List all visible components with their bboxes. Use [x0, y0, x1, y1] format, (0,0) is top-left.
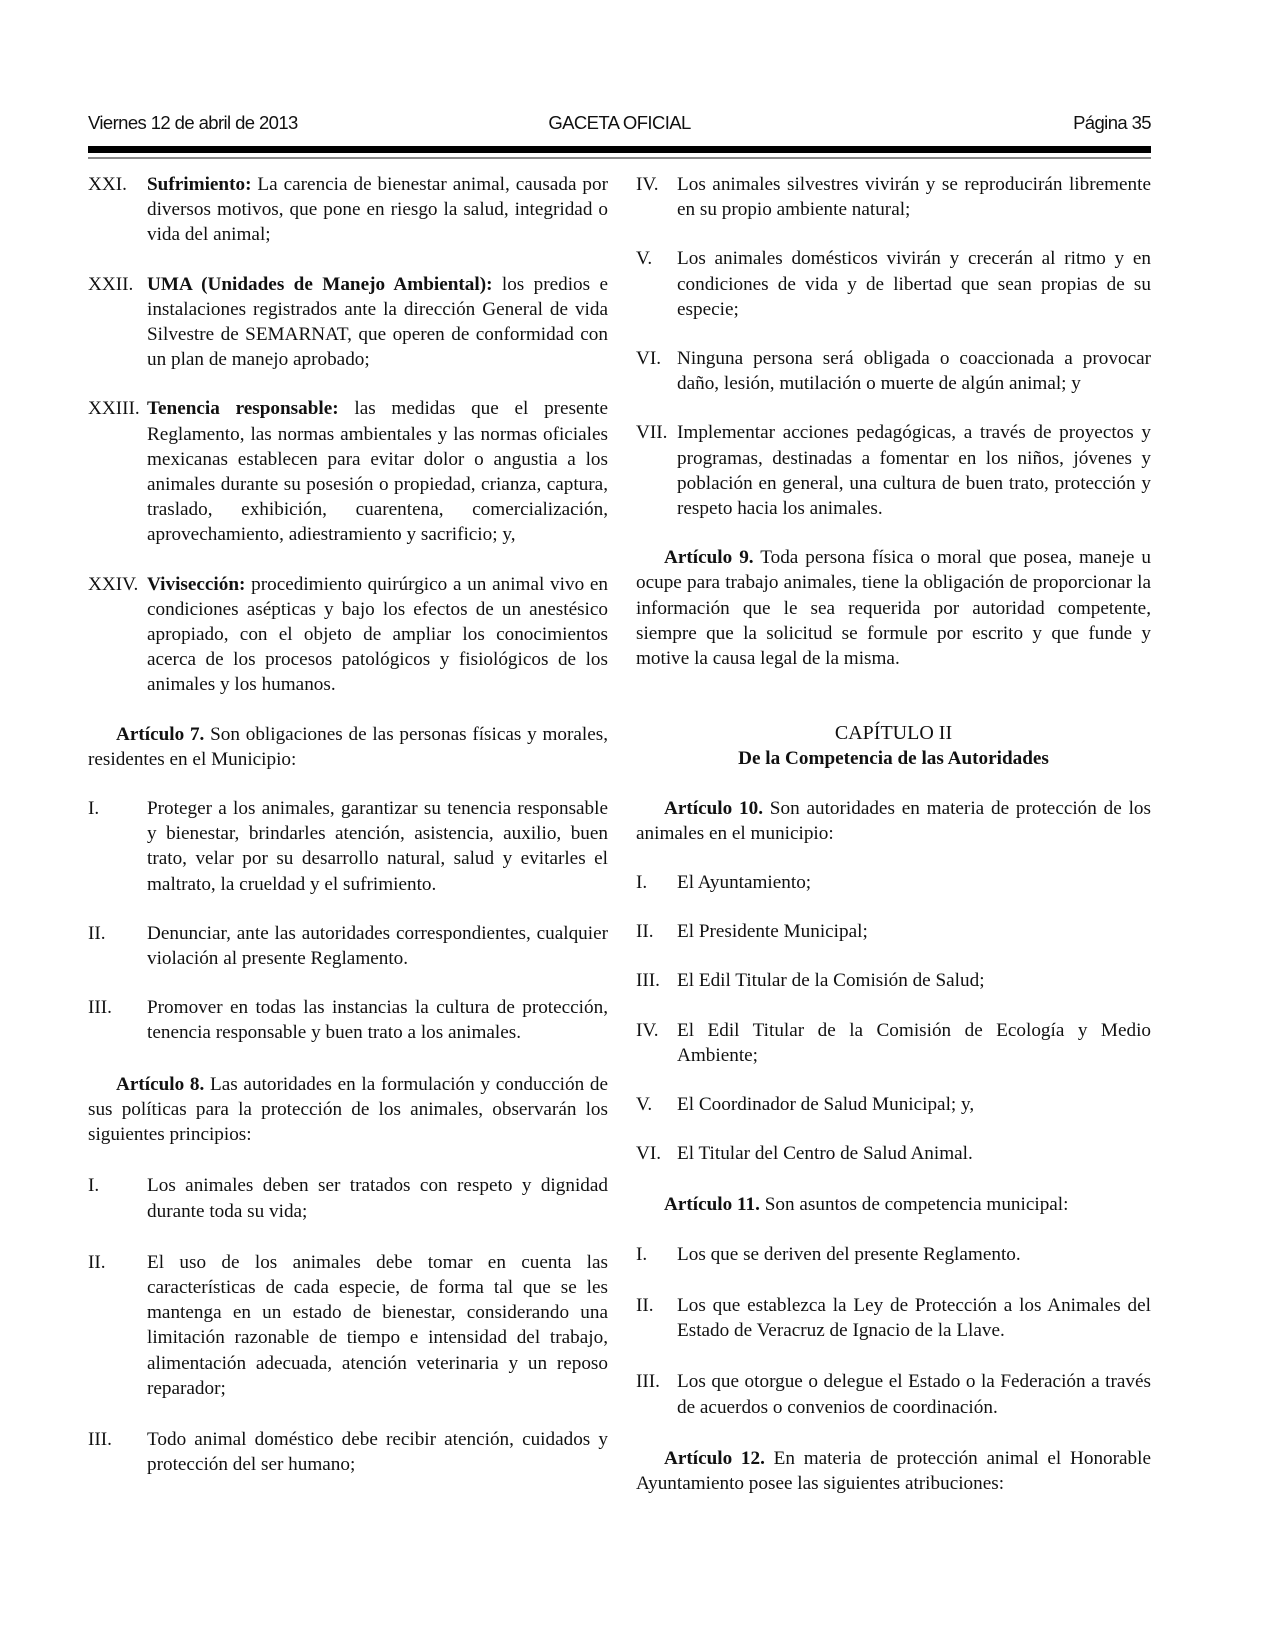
item-text: Promover en todas las instancias la cultura de protección, tenencia responsable y buen trato a los animales.: [147, 997, 608, 1044]
list-item: [636, 1293, 1151, 1343]
item-number: I.: [88, 798, 100, 820]
item-number: III.: [636, 970, 660, 992]
item-text: Ninguna persona será obligada o coaccionada a provocar daño, lesión, mutilación o muerte de algún animal; y: [677, 348, 1151, 395]
definition-text: La carencia de bienestar animal, causada por diversos motivos, que pone en riesgo la salud, integridad o vida del animal;: [147, 174, 608, 246]
definition-text: procedimiento quirúrgico a un animal vivo en condiciones asépticas y bajo los efectos de un anestésico apropiado, con el objeto de ampliar los conocimientos acerca de los procesos patológicos y fisiológicos de los animales y los humanos.: [147, 573, 608, 696]
item-text: El Presidente Municipal;: [677, 921, 868, 943]
definition-term: Tenencia responsable:: [147, 398, 339, 420]
item-number: V.: [636, 1094, 653, 1116]
article-9: [636, 545, 1151, 671]
chapter-title: CAPÍTULO II: [834, 722, 953, 745]
item-text: El Titular del Centro de Salud Animal.: [677, 1143, 973, 1165]
definition-item: [88, 396, 608, 547]
right-column: [636, 172, 1151, 1496]
item-number: II.: [636, 921, 654, 943]
item-number: III.: [88, 1428, 112, 1450]
item-text: El uso de los animales debe tomar en cuenta las características de cada especie, de forma tal que se les mantenga en un estado de bienestar, considerando una limitación razonable de tiempo e intensidad del trabajo, alimentación adecuada, atención veterinaria y un reposo reparador;: [147, 1251, 608, 1399]
header-page-number: Página 35: [1073, 112, 1151, 133]
item-text: El Ayuntamiento;: [677, 872, 812, 894]
header-rule-thin: [88, 157, 1151, 159]
article-text: Toda persona física o moral que posea, maneje u ocupe para trabajo animales, tiene la obligación de proporcionar la información que le sea requerida por autoridad competente, siempre que la solicitud se formule por escrito y que funde y motive la causa legal de la misma.: [636, 547, 1151, 670]
list-item: [88, 1173, 608, 1223]
item-number: IV.: [636, 174, 659, 195]
item-text: Denunciar, ante las autoridades correspondientes, cualquier violación al presente Reglamento.: [147, 922, 608, 970]
header-publication-title: GACETA OFICIAL: [548, 112, 691, 133]
list-item: [88, 796, 608, 897]
list-item: [88, 1427, 608, 1477]
list-item: [88, 921, 608, 971]
item-text: Todo animal doméstico debe recibir atención, cuidados y protección del ser humano;: [147, 1428, 608, 1476]
list-item: [636, 246, 1151, 322]
item-text: El Edil Titular de la Comisión de Ecología y Medio Ambiente;: [677, 1019, 1151, 1066]
item-number: VII.: [636, 422, 668, 444]
article-text: Son obligaciones de las personas físicas y morales, residentes en el Municipio:: [88, 723, 608, 770]
article-text: Son asuntos de competencia municipal:: [759, 1194, 1069, 1216]
article-8: [88, 1072, 608, 1148]
article-7: [88, 722, 608, 772]
list-item: [636, 1242, 1151, 1267]
article-title: Artículo 7.: [116, 723, 205, 745]
item-number: XXI.: [88, 174, 127, 195]
article-title: Artículo 9.: [664, 547, 754, 569]
list-item: [636, 1141, 1151, 1166]
item-text: Los que otorgue o delegue el Estado o la Federación a través de acuerdos o convenios de coordinación.: [677, 1371, 1151, 1418]
article-text: Las autoridades en la formulación y conducción de sus políticas para la protección de los animales, observarán los siguientes principios:: [88, 1073, 608, 1146]
list-item: [636, 968, 1151, 993]
article-title: Artículo 8.: [116, 1073, 205, 1095]
article-11: [636, 1192, 1151, 1217]
definition-item: [88, 172, 608, 248]
article-text: En materia de protección animal el Honorable Ayuntamiento posee las siguientes atribuciones:: [636, 1447, 1151, 1494]
item-number: V.: [636, 248, 653, 270]
item-text: El Edil Titular de la Comisión de Salud;: [677, 970, 985, 992]
article-10: [636, 796, 1151, 846]
definition-text: las medidas que el presente Reglamento, las normas ambientales y las normas oficiales mexicanas establecen para evitar dolor o angustia a los animales durante su posesión o propiedad, crianza, captura, traslado, exhibición, cuarentena, comercialización, aprovechamiento, adiestramiento y sacrificio; y,: [147, 398, 608, 546]
article-title: Artículo 10.: [664, 797, 763, 819]
item-text: Los que establezca la Ley de Protección a los Animales del Estado de Veracruz de Ignacio de la Llave.: [677, 1294, 1151, 1342]
page-header: [88, 112, 1151, 138]
item-text: Los animales silvestres vivirán y se reproducirán libremente en su propio ambiente natural;: [677, 174, 1151, 221]
article-12: [636, 1446, 1151, 1496]
item-text: Implementar acciones pedagógicas, a través de proyectos y programas, destinadas a fomentar en los niños, jóvenes y población en general, una cultura de buen trato, protección y respeto hacia los animales.: [677, 422, 1151, 520]
chapter-subtitle: De la Competencia de las Autoridades: [738, 748, 1049, 770]
list-item: [636, 346, 1151, 396]
item-number: VI.: [636, 1143, 662, 1165]
item-number: XXIV.: [88, 573, 139, 595]
list-item: [636, 919, 1151, 944]
item-text: Los animales domésticos vivirán y crecerán al ritmo y en condiciones de vida y de libertad que sean propias de su especie;: [677, 248, 1151, 320]
definition-term: Sufrimiento:: [147, 174, 252, 195]
item-number: III.: [88, 997, 112, 1019]
item-text: Los animales deben ser tratados con respeto y dignidad durante toda su vida;: [147, 1175, 608, 1222]
item-number: XXIII.: [88, 398, 140, 420]
list-item: [636, 172, 1151, 222]
item-number: III.: [636, 1371, 660, 1393]
definition-term: UMA (Unidades de Manejo Ambiental):: [147, 273, 493, 295]
item-number: I.: [636, 1243, 648, 1265]
definition-item: [88, 272, 608, 373]
item-number: II.: [636, 1294, 654, 1316]
item-number: II.: [88, 922, 106, 944]
item-number: I.: [88, 1175, 100, 1197]
article-title: Artículo 11.: [664, 1194, 760, 1216]
left-column: [88, 172, 608, 1477]
list-item: [636, 420, 1151, 521]
list-item: [636, 1092, 1151, 1117]
item-number: XXII.: [88, 273, 134, 295]
item-text: Proteger a los animales, garantizar su tenencia responsable y bienestar, brindarles atención, asistencia, auxilio, buen trato, velar por su desarrollo natural, salud y evitarles el maltrato, la crueldad y el sufrimiento.: [147, 798, 608, 895]
definition-term: Vivisección:: [147, 573, 246, 595]
item-number: VI.: [636, 348, 662, 370]
header-rule-thick: [88, 146, 1151, 153]
item-text: El Coordinador de Salud Municipal; y,: [677, 1094, 975, 1116]
list-item: [636, 1369, 1151, 1419]
item-number: I.: [636, 872, 648, 894]
list-item: [88, 995, 608, 1045]
definition-text: los predios e instalaciones registrados ante la dirección General de vida Silvestre de SEMARNAT, que operen de conformidad con un plan de manejo aprobado;: [147, 273, 608, 371]
list-item: [88, 1250, 608, 1401]
definition-item: [88, 572, 608, 698]
list-item: [636, 870, 1151, 895]
item-number: IV.: [636, 1019, 659, 1041]
article-title: Artículo 12.: [664, 1447, 765, 1469]
header-date: Viernes 12 de abril de 2013: [88, 112, 298, 133]
item-number: II.: [88, 1251, 106, 1273]
list-item: [636, 1018, 1151, 1068]
article-text: Son autoridades en materia de protección de los animales en el municipio:: [636, 797, 1151, 844]
item-text: Los que se deriven del presente Reglamento.: [677, 1243, 1021, 1265]
